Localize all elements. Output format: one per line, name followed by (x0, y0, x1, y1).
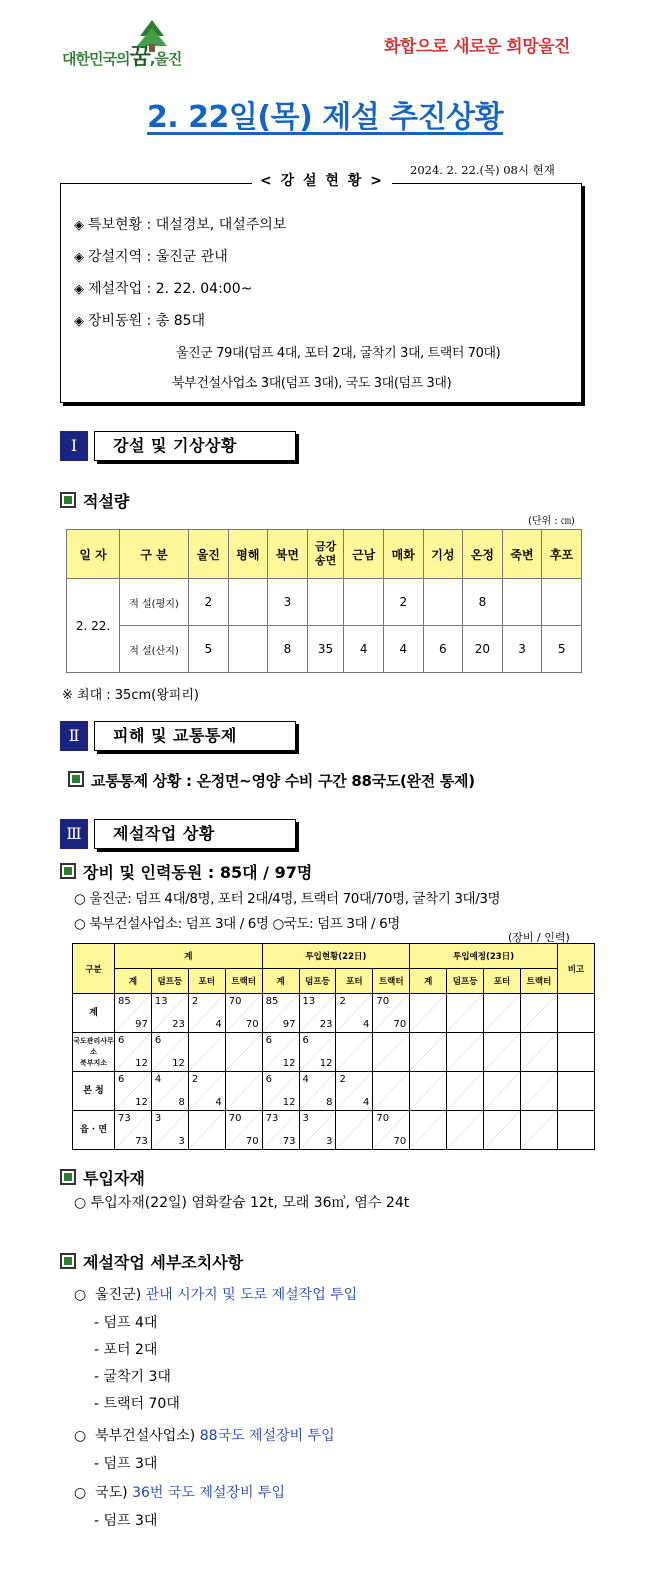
personnel-count: 12 (319, 1058, 333, 1069)
diagonal-line (373, 1072, 409, 1110)
detail-item: - 트랙터 70대 (94, 1396, 180, 1412)
col-region: 기성 (423, 530, 463, 579)
diagonal-line (484, 1033, 520, 1071)
col-group: 투입예정(23日) (410, 944, 558, 969)
equipment-cell (115, 1111, 152, 1150)
personnel-count: 73 (135, 1136, 148, 1147)
equipment-cell (299, 1072, 336, 1111)
equipment-cell (484, 1033, 521, 1072)
equipment-cell (447, 1072, 484, 1111)
value-cell: 2 (383, 579, 423, 626)
value-cell: 5 (542, 626, 582, 673)
diagonal-line (484, 1111, 520, 1149)
table-row (73, 1033, 595, 1072)
col-region: 북면 (268, 530, 308, 579)
row-label: 계 (73, 994, 115, 1033)
value-cell: 3 (268, 579, 308, 626)
value-cell: 8 (268, 626, 308, 673)
detail-item: - 덤프 3대 (94, 1513, 158, 1529)
diagonal-line (189, 1033, 225, 1071)
equipment-cell (262, 1111, 299, 1150)
equipment-cell (336, 994, 373, 1033)
equipment-cell (336, 1111, 373, 1150)
equipment-cell (373, 1033, 410, 1072)
equipment-count: 70 (228, 996, 242, 1007)
diagonal-line (189, 1111, 225, 1149)
col-remark: 비고 (558, 944, 595, 994)
as-of-date: 2024. 2. 22.(목) 08시 현재 (410, 163, 555, 177)
personnel-count: 73 (282, 1136, 296, 1147)
equipment-count: 6 (302, 1035, 309, 1046)
square-bullet-icon (60, 492, 76, 508)
equipment-cell (520, 1033, 557, 1072)
equipment-cell (447, 1111, 484, 1150)
equipment-cell (373, 994, 410, 1033)
square-bullet-icon (60, 863, 76, 879)
personnel-count: 97 (282, 1019, 296, 1030)
equipment-cell (151, 1033, 188, 1072)
personnel-count: 4 (215, 1019, 222, 1030)
subcol-header: 트랙터 (225, 969, 262, 994)
table-row (73, 994, 595, 1033)
diamond-icon: ◈ (74, 314, 84, 329)
diagonal-line (410, 1072, 446, 1110)
subcol-header: 덤프등 (447, 969, 484, 994)
equipment-cell (520, 994, 557, 1033)
col-region: 근남 (344, 530, 384, 579)
page-title: 2. 22일(목) 제설 추진상황 (146, 100, 504, 135)
personnel-count: 23 (319, 1019, 333, 1030)
equipment-cell (484, 1072, 521, 1111)
traffic-control: 교통통제 상황 : 온정면~영양 수비 구간 88국도(완전 통제) (68, 770, 475, 791)
subsection-heading: 투입자재 (60, 1166, 145, 1189)
personnel-count: 8 (178, 1097, 185, 1108)
personnel-count: 70 (393, 1136, 407, 1147)
value-cell (307, 579, 344, 626)
date-cell: 2. 22. (67, 579, 120, 673)
col-region: 죽변 (502, 530, 542, 579)
equipment-count: 2 (339, 1074, 346, 1085)
remark-cell (558, 1033, 595, 1072)
equipment-count: 73 (265, 1113, 279, 1124)
equipment-count: 73 (118, 1113, 131, 1124)
unit-label: (단위 : ㎝) (528, 516, 575, 527)
snow-item: ◈ 장비동원 : 총 85대 (74, 313, 206, 329)
snow-item: ◈ 강설지역 : 울진군 관내 (74, 249, 228, 265)
diagonal-line (410, 1033, 446, 1071)
col-group: 계 (115, 944, 263, 969)
diagonal-line (521, 1072, 557, 1110)
subsection-heading: 제설작업 세부조치사항 (60, 1250, 243, 1273)
equipment-count: 70 (228, 1113, 242, 1124)
equipment-cell (373, 1111, 410, 1150)
equipment-detail-line: 울진군 79대(덤프 4대, 포터 2대, 굴착기 3대, 트랙터 70대) (176, 346, 501, 361)
col-region: 매화 (383, 530, 423, 579)
equipment-line: ○ 북부건설사업소: 덤프 3대 / 6명 ○국도: 덤프 3대 / 6명 (74, 916, 400, 932)
equipment-table (72, 943, 595, 1150)
subsection-heading: 적설량 (60, 489, 129, 512)
diagonal-line (226, 1033, 262, 1071)
equipment-count: 2 (191, 1074, 199, 1085)
equipment-cell (520, 1072, 557, 1111)
personnel-count: 4 (362, 1019, 370, 1030)
equipment-cell (262, 1072, 299, 1111)
personnel-count: 8 (326, 1097, 333, 1108)
equipment-detail-line: 북부건설사업소 3대(덤프 3대), 국도 3대(덤프 3대) (172, 376, 452, 391)
equipment-count: 6 (118, 1035, 125, 1046)
diagonal-line (410, 994, 446, 1032)
table-row (73, 1111, 595, 1150)
equipment-count: 6 (265, 1035, 272, 1046)
detail-item: - 굴착기 3대 (94, 1369, 171, 1385)
subcol-header: 계 (115, 969, 152, 994)
detail-item: - 덤프 3대 (94, 1456, 158, 1472)
materials-line: ○ 투입자재(22일) 염화칼슘 12t, 모래 36㎥, 염수 24t (74, 1195, 410, 1211)
diagonal-line (226, 1072, 262, 1110)
equipment-cell (410, 1072, 447, 1111)
equipment-count: 85 (118, 996, 131, 1007)
equipment-cell (373, 1072, 410, 1111)
equipment-cell (225, 1033, 262, 1072)
equipment-count: 13 (302, 996, 316, 1007)
equipment-cell (410, 1033, 447, 1072)
equipment-cell (262, 1033, 299, 1072)
square-bullet-icon (60, 1169, 76, 1185)
personnel-count: 4 (362, 1097, 370, 1108)
subcol-header: 덤프등 (299, 969, 336, 994)
diagonal-line (484, 1072, 520, 1110)
category-cell: 적 설(산지) (120, 626, 189, 673)
diagonal-line (336, 1033, 372, 1071)
subcol-header: 트랙터 (373, 969, 410, 994)
equipment-cell (188, 994, 225, 1033)
section-title: 제설작업 상황 (94, 819, 296, 849)
row-label: 본 청 (73, 1072, 115, 1111)
personnel-count: 23 (172, 1019, 185, 1030)
equipment-count: 3 (154, 1113, 162, 1124)
snowfall-table (66, 529, 582, 673)
personnel-count: 12 (282, 1097, 296, 1108)
equipment-count: 4 (302, 1074, 309, 1085)
value-cell: 8 (463, 579, 503, 626)
diagonal-line (521, 1111, 557, 1149)
diamond-icon: ◈ (74, 250, 84, 265)
equipment-cell (188, 1072, 225, 1111)
diagonal-line (521, 1033, 557, 1071)
equipment-cell (484, 994, 521, 1033)
equipment-cell (151, 1072, 188, 1111)
detail-group-heading: ○ 울진군) 관내 시가지 및 도로 제설작업 투입 (74, 1287, 358, 1303)
col-region: 온정 (463, 530, 503, 579)
personnel-count: 3 (326, 1136, 333, 1147)
detail-group-heading: ○ 국도) 36번 국도 제설장비 투입 (74, 1485, 285, 1501)
personnel-count: 70 (393, 1019, 407, 1030)
diagonal-line (447, 1111, 483, 1149)
subcol-header: 덤프등 (151, 969, 188, 994)
equipment-count: 6 (154, 1035, 162, 1046)
personnel-count: 3 (178, 1136, 185, 1147)
equipment-cell (225, 1072, 262, 1111)
col-region: 후포 (542, 530, 582, 579)
value-cell (502, 579, 542, 626)
equipment-cell (115, 1033, 152, 1072)
equipment-count: 85 (265, 996, 279, 1007)
col-region: 울진 (189, 530, 229, 579)
equipment-cell (115, 994, 152, 1033)
equipment-cell (225, 994, 262, 1033)
snow-status-title: < 강 설 현 황 > (252, 170, 392, 190)
equipment-line: ○ 울진군: 덤프 4대/8명, 포터 2대/4명, 트랙터 70대/70명, 굴착기 3대/3명 (74, 891, 501, 907)
equipment-cell (336, 1072, 373, 1111)
diagonal-line (336, 1111, 372, 1149)
equipment-cell (410, 1111, 447, 1150)
value-cell: 2 (189, 579, 229, 626)
col-category: 구분 (73, 944, 115, 994)
equipment-count: 2 (339, 996, 346, 1007)
diamond-icon: ◈ (74, 218, 84, 233)
equipment-cell (299, 1033, 336, 1072)
table-header-row (67, 530, 582, 579)
value-cell: 3 (502, 626, 542, 673)
subcol-header: 계 (410, 969, 447, 994)
equipment-cell (299, 994, 336, 1033)
equipment-count: 70 (376, 1113, 390, 1124)
table-header-row (73, 944, 595, 969)
personnel-count: 70 (245, 1136, 259, 1147)
personnel-count: 12 (282, 1058, 296, 1069)
max-note: ※ 최대 : 35cm(왕피리) (62, 688, 199, 703)
personnel-count: 12 (135, 1097, 148, 1108)
value-cell: 20 (463, 626, 503, 673)
table-row (67, 579, 582, 626)
equipment-cell (336, 1033, 373, 1072)
equipment-cell (225, 1111, 262, 1150)
personnel-count: 97 (135, 1019, 148, 1030)
personnel-count: 12 (172, 1058, 185, 1069)
unit-label: (장비 / 인력) (508, 931, 570, 944)
category-cell: 적 설(평지) (120, 579, 189, 626)
table-row (67, 626, 582, 673)
subcol-header: 계 (262, 969, 299, 994)
equipment-cell (115, 1072, 152, 1111)
value-cell: 4 (344, 626, 384, 673)
equipment-count: 4 (154, 1074, 162, 1085)
equipment-cell (484, 1111, 521, 1150)
square-bullet-icon (60, 1253, 76, 1269)
row-label: 국도관리사무소 북부지소 (73, 1033, 115, 1072)
col-region: 금강 송면 (307, 530, 344, 579)
equipment-cell (520, 1111, 557, 1150)
col-group: 투입현황(22日) (262, 944, 410, 969)
equipment-cell (151, 994, 188, 1033)
col-category: 구 분 (120, 530, 189, 579)
detail-group-heading: ○ 북부건설사업소) 88국도 제설장비 투입 (74, 1428, 335, 1444)
personnel-count: 4 (215, 1097, 222, 1108)
section-title: 강설 및 기상상황 (94, 431, 296, 461)
equipment-cell (447, 994, 484, 1033)
equipment-cell (188, 1033, 225, 1072)
remark-cell (558, 1072, 595, 1111)
detail-item: - 포터 2대 (94, 1342, 158, 1358)
equipment-count: 6 (118, 1074, 125, 1085)
value-cell (344, 579, 384, 626)
logo-text: 대한민국의꿈,울진 (62, 45, 182, 70)
section-number: Ⅲ (60, 819, 88, 849)
personnel-count: 12 (135, 1058, 148, 1069)
subcol-header: 포터 (336, 969, 373, 994)
row-label: 읍 · 면 (73, 1111, 115, 1150)
remark-cell (558, 1111, 595, 1150)
diagonal-line (447, 1033, 483, 1071)
section-number: Ⅱ (60, 721, 88, 751)
value-cell: 6 (423, 626, 463, 673)
equipment-count: 3 (302, 1113, 309, 1124)
value-cell: 35 (307, 626, 344, 673)
snow-item: ◈ 특보현황 : 대설경보, 대설주의보 (74, 217, 287, 233)
subsection-heading: 장비 및 인력동원 : 85대 / 97명 (60, 860, 312, 883)
col-date: 일 자 (67, 530, 120, 579)
value-cell: 4 (383, 626, 423, 673)
equipment-cell (188, 1111, 225, 1150)
subcol-header: 트랙터 (520, 969, 557, 994)
remark-cell (558, 994, 595, 1033)
detail-item: - 덤프 4대 (94, 1315, 158, 1331)
value-cell (542, 579, 582, 626)
value-cell (228, 626, 268, 673)
equipment-count: 2 (191, 996, 199, 1007)
diagonal-line (410, 1111, 446, 1149)
diagonal-line (521, 994, 557, 1032)
value-cell (228, 579, 268, 626)
equipment-cell (447, 1033, 484, 1072)
diagonal-line (447, 1072, 483, 1110)
section-title: 피해 및 교통통제 (94, 721, 296, 751)
equipment-count: 6 (265, 1074, 272, 1085)
equipment-cell (151, 1111, 188, 1150)
value-cell (423, 579, 463, 626)
section-number: Ⅰ (60, 431, 88, 461)
equipment-cell (410, 994, 447, 1033)
value-cell: 5 (189, 626, 229, 673)
diamond-icon: ◈ (74, 282, 84, 297)
equipment-count: 70 (376, 996, 390, 1007)
subcol-header: 포터 (484, 969, 521, 994)
table-subheader-row (73, 969, 595, 994)
equipment-cell (262, 994, 299, 1033)
diagonal-line (373, 1033, 409, 1071)
col-region: 평해 (228, 530, 268, 579)
equipment-count: 13 (154, 996, 168, 1007)
table-row (73, 1072, 595, 1111)
equipment-cell (299, 1111, 336, 1150)
snow-item: ◈ 제설작업 : 2. 22. 04:00~ (74, 281, 253, 297)
diagonal-line (447, 994, 483, 1032)
personnel-count: 70 (245, 1019, 259, 1030)
square-bullet-icon (68, 771, 84, 787)
subcol-header: 포터 (188, 969, 225, 994)
diagonal-line (484, 994, 520, 1032)
slogan: 화합으로 새로운 희망울진 (384, 37, 570, 57)
